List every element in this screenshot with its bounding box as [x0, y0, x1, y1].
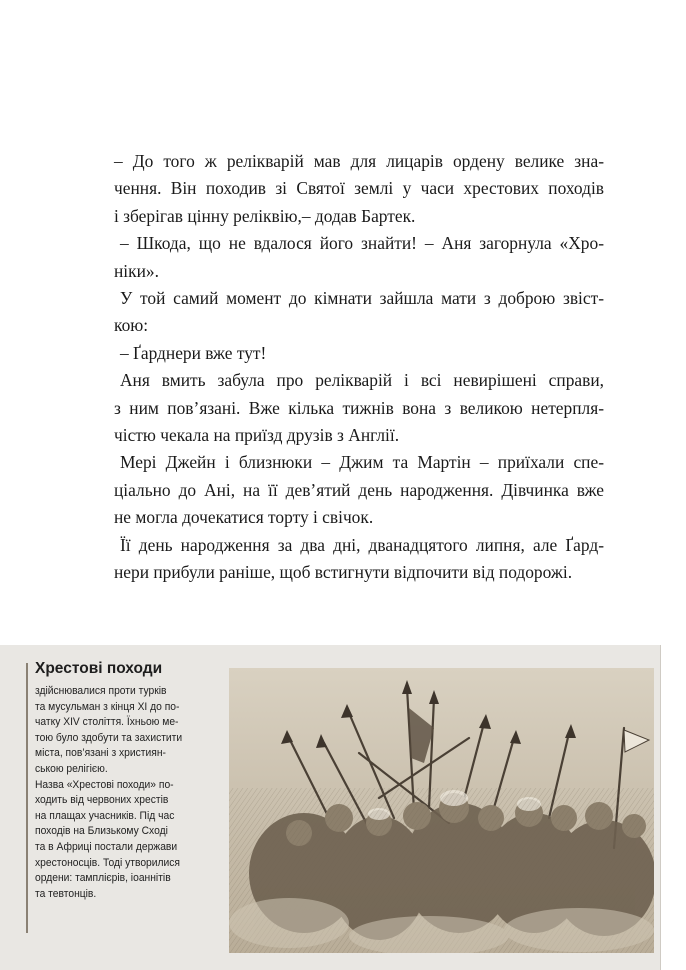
sidebar-line: хрестоносців. Тоді утворилися: [35, 856, 181, 869]
crusade-battle-illustration: [229, 668, 654, 953]
sidebar-line: та мусульман з кінця XI до по-: [35, 700, 180, 713]
story-line: – Ґарднери вже тут!: [120, 342, 267, 363]
sidebar-line: здійснювалися проти турків: [35, 685, 167, 697]
story-line: У той самий момент до кімнати зайшла мати з доброю звіст-: [120, 288, 604, 309]
story-line: і зберігав цінну реліквію,– додав Бартек.: [114, 205, 416, 226]
sidebar-line: Назва «Хрестові походи» по-: [35, 778, 174, 791]
sidebar-accent-bar: [26, 663, 28, 933]
story-line: ціально до Ані, на її дев’ятий день народження. Дівчинка вже: [114, 479, 604, 500]
story-line: кою:: [114, 315, 149, 336]
story-line: нери прибули раніше, щоб встигнути відпочити від подорожі.: [114, 562, 573, 583]
sidebar-title: Хрестові походи: [35, 660, 163, 677]
sidebar-line: тою було здобути та захистити: [35, 731, 183, 744]
story-line: чення. Він походив зі Святої землі у часи хрестових походів: [114, 178, 604, 199]
story-text: [114, 148, 604, 587]
story-line: Її день народження за два дні, дванадцятого липня, але Ґард-: [120, 534, 604, 555]
story-line: Мері Джейн і близнюки – Джим та Мартін – приїхали спе-: [120, 452, 604, 473]
sidebar-line: на плащах учасників. Під час: [35, 809, 175, 822]
sidebar-line: та тевтонців.: [35, 887, 97, 900]
story-line: не могла дочекатися торту і свічок.: [114, 507, 374, 528]
story-line: – До того ж релікварій мав для лицарів ордену велике зна-: [114, 151, 604, 171]
sidebar-line: походів на Близькому Сході: [35, 825, 168, 838]
sidebar-body: [35, 684, 210, 902]
sidebar-line: ською релігією.: [35, 762, 108, 775]
story-line: чістю чекала на приїзд друзів з Англії.: [114, 425, 400, 446]
story-line: з ним пов’язані. Вже кілька тижнів вона з великою нетерпля-: [114, 397, 604, 418]
story-line: – Шкода, що не вдалося його знайти! – Аня загорнула «Хро-: [120, 233, 604, 254]
sidebar-line: ордени: тамплієрів, іоаннітів: [35, 872, 171, 885]
story-line: ніки».: [114, 260, 159, 281]
sidebar-line: та в Африці постали держави: [35, 840, 178, 853]
sidebar-line: чатку XIV століття. Їхньою ме-: [35, 716, 179, 729]
sidebar-line: ходить від червоних хрестів: [35, 794, 169, 807]
sidebar-edge: [660, 645, 661, 970]
story-line: Аня вмить забула про релікварій і всі невирішені справи,: [120, 370, 604, 391]
sidebar-line: міста, пов’язані з християн-: [35, 747, 166, 760]
crusade-battle-image: [229, 668, 654, 953]
